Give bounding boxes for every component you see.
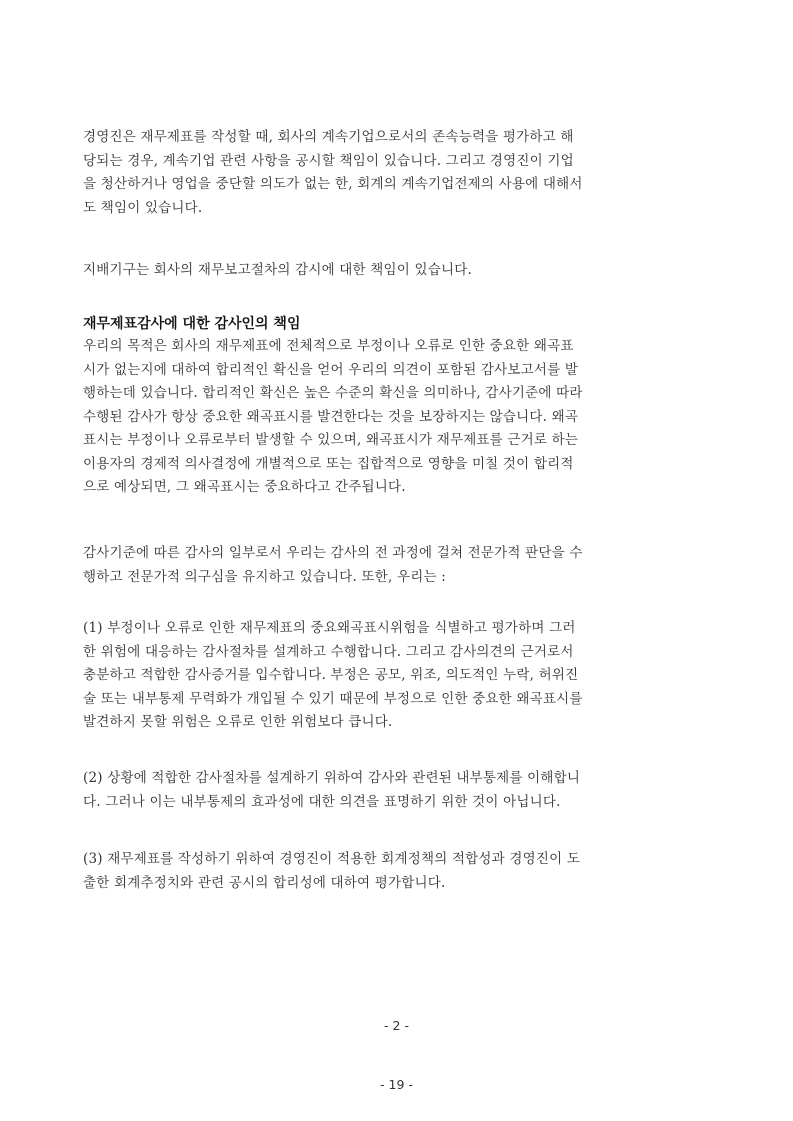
section-heading: 재무제표감사에 대한 감사인의 책임 [83,316,301,332]
paragraph-governance-responsibility: 지배기구는 회사의 재무보고절차의 감시에 대한 책임이 있습니다. [83,262,472,278]
paragraph-professional-judgment: 감사기준에 따른 감사의 일부로서 우리는 감사의 전 과정에 걸쳐 전문가적 판단을 수 행하고 전문가적 의구심을 유지하고 있습니다. 또한, 우리는 : [83,545,583,585]
paragraph-item-3: (3) 재무제표를 작성하기 위하여 경영진이 적용한 회계정책의 적합성과 경영진이 도 출한 회계추정치와 관련 공시의 합리성에 대하여 평가합니다. [83,851,581,891]
inner-page-number: - 2 - [384,1018,409,1033]
paragraph-management-responsibility: 경영진은 재무제표를 작성할 때, 회사의 계속기업으로서의 존속능력을 평가하고 해 당되는 경우, 계속기업 관련 사항을 공시할 책임이 있습니다. 그리고 경영진이 기업 을 청산하거나 영업을 중단할 의도가 없는 한, 회계의 계속기업전제의 사용에 대해서 도 책임이 있습니다. [83,129,583,216]
paragraph-item-2: (2) 상황에 적합한 감사절차를 설계하기 위하여 감사와 관련된 내부통제를 이해합니 다. 그러나 이는 내부통제의 효과성에 대한 의견을 표명하기 위한 것이 아닙니다. [83,770,581,810]
paragraph-item-1: (1) 부정이나 오류로 인한 재무제표의 중요왜곡표시위험을 식별하고 평가하며 그러 한 위험에 대응하는 감사절차를 설계하고 수행합니다. 그리고 감사의견의 근거로서 충분하고 적합한 감사증거를 입수합니다. 부정은 공모, 위조, 의도적인 누락, 허위진 술 또는 내부통제 무력화가 개입될 수 있기 때문에 부정으로 인한 중요한 왜곡표시를 발견하지 못할 위험은 오류로 인한 위험보다 큽니다. [83,620,583,730]
paragraph-audit-objective: 우리의 목적은 회사의 재무제표에 전체적으로 부정이나 오류로 인한 중요한 왜곡표 시가 없는지에 대하여 합리적인 확신을 얻어 우리의 의견이 포함된 감사보고서를 발 행하는데 있습니다. 합리적인 확신은 높은 수준의 확신을 의미하나, 감사기준에 따라 수행된 감사가 항상 중요한 왜곡표시를 발견한다는 것을 보장하지는 않습니다. 왜곡 표시는 부정이나 오류로부터 발생할 수 있으며, 왜곡표시가 재무제표를 근거로 하는 이용자의 경제적 의사결정에 개별적으로 또는 집합적으로 영향을 미칠 것이 합리적 으로 예상되면, 그 왜곡표시는 중요하다고 간주됩니다. [83,338,583,495]
outer-page-number: - 19 - [380,1077,413,1092]
